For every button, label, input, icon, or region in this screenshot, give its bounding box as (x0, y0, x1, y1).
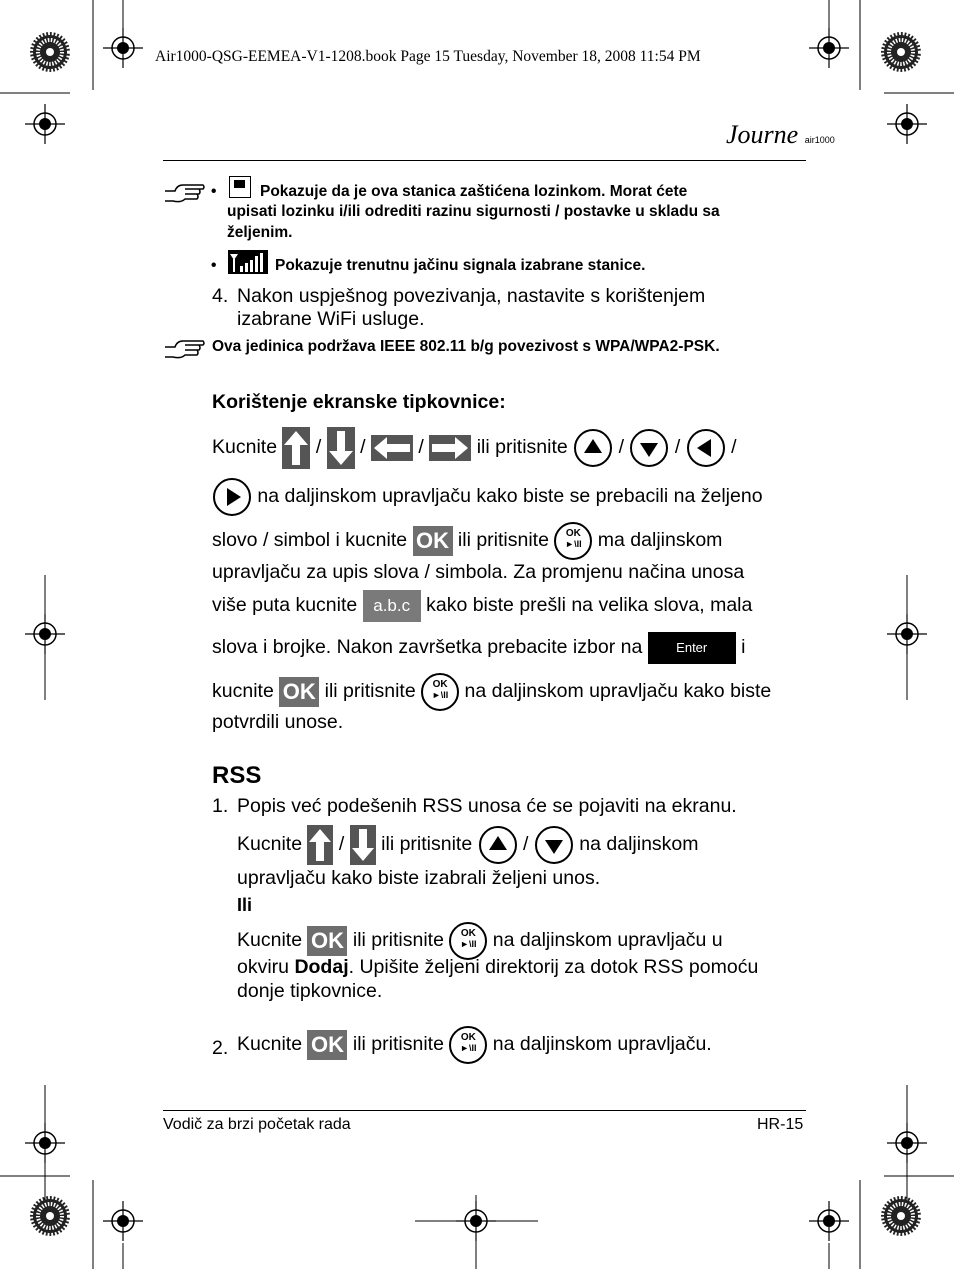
journe-logo (726, 120, 835, 150)
kb-line-8: potvrdili unose. (212, 711, 344, 733)
kb-line-6 (212, 632, 745, 664)
ok-play-button-icon: OK ►\II (421, 673, 459, 711)
step4-text: Nakon uspješnog povezivanja, nastavite s korištenjem (237, 285, 706, 307)
rss-line-2: upravljaču kako biste izabrali željeni unos. (237, 867, 601, 889)
header-rule (163, 160, 806, 161)
left-button-icon (686, 428, 726, 468)
ok-key-icon: OK (413, 526, 453, 556)
rss-item2-line (237, 1026, 712, 1064)
text: / (360, 436, 366, 459)
kb-line-1 (212, 427, 737, 477)
ok-key-icon: OK (307, 1030, 347, 1060)
rss-line-kucnite (237, 825, 699, 865)
up-button-icon (573, 428, 613, 468)
ok-play-button-icon: OK ►\II (554, 522, 592, 560)
note-hand-icon (163, 181, 207, 205)
text: na daljinskom upravljaču kako biste (464, 680, 772, 703)
ok-key-icon: OK (279, 677, 319, 707)
left-arrow-key-icon (371, 435, 413, 461)
bullet2-text: Pokazuje trenutnu jačinu signala izabrane stanice. (275, 257, 646, 274)
kb-line-3 (212, 522, 722, 560)
text: / (338, 833, 345, 856)
rss-ili: Ili (237, 895, 253, 915)
kb-line-5 (212, 590, 752, 622)
bullet-dot: • (211, 257, 217, 274)
text: Kucnite (237, 833, 303, 856)
text: / (315, 436, 322, 459)
ok-play-button-icon: OK ►\II (449, 922, 487, 960)
rss-item2-number: 2. (212, 1037, 229, 1059)
text: na daljinskom upravljaču. (492, 1033, 712, 1056)
text: Kucnite (237, 929, 303, 952)
rss-line-b3: donje tipkovnice. (237, 980, 383, 1002)
step4-text-2: izabrane WiFi usluge. (237, 308, 425, 330)
logo-text: Journe (726, 120, 799, 149)
text: ili pritisnite (352, 1033, 444, 1056)
footer-title: Vodič za brzi početak rada (163, 1116, 351, 1133)
up-button-icon (478, 825, 518, 865)
signal-strength-icon (228, 250, 268, 274)
keyboard-heading: Korištenje ekranske tipkovnice: (212, 391, 506, 413)
right-arrow-key-icon (429, 435, 471, 461)
text: / (674, 436, 681, 459)
abc-key-icon: a.b.c (363, 590, 421, 622)
text: ili pritisnite (352, 929, 444, 952)
rss-item1-number: 1. (212, 795, 229, 817)
text: / (418, 436, 424, 459)
right-button-icon (212, 477, 252, 517)
kb-line-7 (212, 673, 771, 711)
down-button-icon (629, 428, 669, 468)
text: / (731, 436, 737, 459)
text: slovo / simbol i kucnite (212, 529, 408, 552)
text: / (618, 436, 624, 459)
rss-heading: RSS (212, 762, 262, 789)
text: na daljinskom upravljaču kako biste se prebacili na željeno (257, 485, 763, 508)
down-arrow-key-icon (327, 427, 355, 469)
up-arrow-key-icon (307, 825, 333, 865)
down-button-icon (534, 825, 574, 865)
note-hand-icon (163, 337, 207, 361)
rss-line-b2 (237, 955, 758, 979)
kb-line-2 (212, 477, 763, 517)
text: više puta kucnite (212, 594, 358, 617)
down-arrow-key-icon (350, 825, 376, 865)
bullet1-text: Pokazuje da je ova stanica zaštićena lozinkom. Morat ćete (260, 183, 688, 200)
text: kucnite (212, 680, 274, 703)
text: . Upišite željeni direktorij za dotok RSS pomoću (348, 956, 759, 978)
lock-icon (229, 176, 251, 198)
text: kako biste prešli na velika slova, mala (426, 594, 753, 617)
text: ma daljinskom (597, 529, 723, 552)
page-number: HR-15 (757, 1116, 804, 1133)
ok-key-icon: OK (307, 926, 347, 956)
text: ili pritisnite (476, 436, 568, 459)
text: okviru (237, 956, 295, 978)
text: Kucnite (237, 1033, 303, 1056)
note-wpa: Ova jedinica podržava IEEE 802.11 b/g povezivost s WPA/WPA2-PSK. (212, 338, 720, 355)
enter-key-icon: Enter (648, 632, 736, 664)
text: ili pritisnite (324, 680, 416, 703)
text: ili pritisnite (381, 833, 473, 856)
text: na daljinskom (579, 833, 699, 856)
rss-item1-text: Popis već podešenih RSS unosa će se pojaviti na ekranu. (237, 795, 737, 817)
text: Kucnite (212, 436, 278, 459)
bullet1-text-3: željenim. (227, 224, 293, 241)
bullet-dot: • (211, 183, 217, 200)
logo-sub: air1000 (804, 135, 835, 145)
bullet1-text-2: upisati lozinku i/ili odrediti razinu sigurnosti / postavke u skladu sa (227, 203, 720, 220)
text: ili pritisnite (457, 529, 549, 552)
kb-line-4: upravljaču za upis slova / simbola. Za promjenu načina unosa (212, 561, 745, 583)
text: slova i brojke. Nakon završetka prebacite izbor na (212, 636, 643, 659)
up-arrow-key-icon (282, 427, 310, 469)
ok-play-button-icon: OK ►\II (449, 1026, 487, 1064)
text: na daljinskom upravljaču u (492, 929, 723, 952)
dodaj-label: Dodaj (294, 956, 349, 978)
book-info-header: Air1000-QSG-EEMEA-V1-1208.book Page 15 Tuesday, November 18, 2008 11:54 PM (155, 48, 701, 65)
text: / (523, 833, 529, 856)
text: i (741, 636, 746, 659)
step4-number: 4. (212, 285, 229, 307)
footer-rule (163, 1110, 806, 1111)
